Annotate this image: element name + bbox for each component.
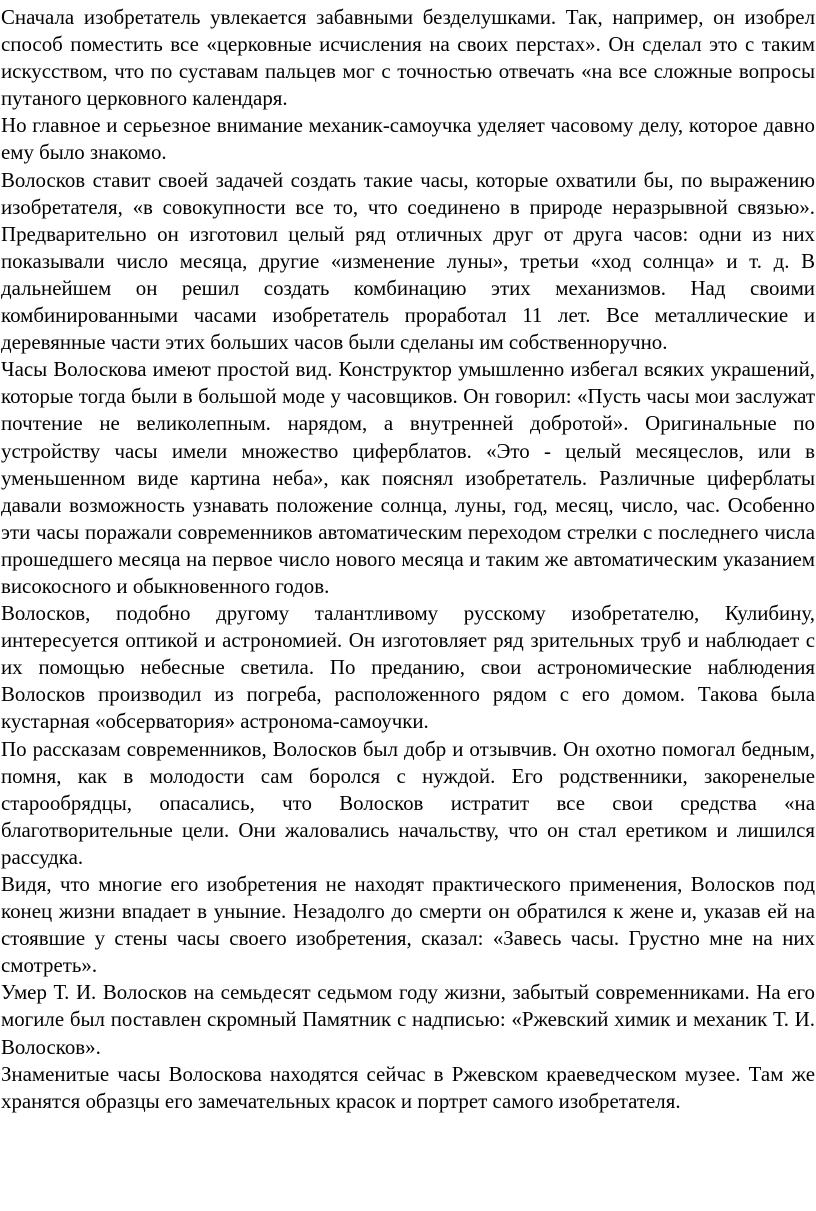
paragraph-astronomy: Волосков, подобно другому талантливому русскому изобретателю, Кулибину, интересуется оптикой и астрономией. Он изготовляет ряд зрительных труб и наблюдает с их помощью небесные светила. По преданию, свои астрономические наблюдения Волосков производил из погреба, расположенного рядом с его домом. Такова была кустарная «обсерватория» астронома-самоучки.	[1, 601, 815, 734]
paragraph-inventions-intro: Сначала изобретатель увлекается забавными безделушками. Так, например, он изобрел способ поместить все «церковные исчисления на своих перстах». Он сделал это с таким искусством, что по суставам пальцев мог с точностью отвечать «на все сложные вопросы путаного церковного календаря.	[1, 5, 815, 111]
paragraph-clockmaking: Но главное и серьезное внимание механик-самоучка уделяет часовому делу, которое давно ему было знакомо.	[1, 113, 815, 165]
paragraph-death: Умер Т. И. Волосков на семьдесят седьмом году жизни, забытый современниками. На его могиле был поставлен скромный Памятник с надписью: «Ржевский химик и механик Т. И. Волосков».	[1, 980, 815, 1059]
paragraph-combined-clock: Волосков ставит своей задачей создать такие часы, которые охватили бы, по выражению изобретателя, «в совокупности все то, что соединено в природе неразрывной связью». Предварительно он изготовил целый ряд отличных друг от друга часов: одни из них показывали число месяца, другие «изменение луны», третьи «ход солнца» и т. д. В дальнейшем он решил создать комбинацию этих механизмов. Над своими комбинированными часами изобретатель проработал 11 лет. Все металлические и деревянные части этих больших часов были сделаны им собственноручно.	[1, 167, 815, 355]
paragraph-character: По рассказам современников, Волосков был добр и отзывчив. Он охотно помогал бедным, помня, как в молодости сам боролся с нуждой. Его родственники, закоренелые старообрядцы, опасались, что Волосков истратит все свои средства «на благотворительные цели. Они жаловались начальству, что он стал еретиком и лишился рассудка.	[1, 736, 815, 869]
paragraph-clock-description: Часы Волоскова имеют простой вид. Конструктор умышленно избегал всяких украшений, которые тогда были в большой моде у часовщиков. Он говорил: «Пусть часы мои заслужат почтение не великолепным. нарядом, а внутренней добротой». Оригинальные по устройству часы имели множество циферблатов. «Это - целый месяцеслов, или в уменьшенном виде картина неба», как пояснял изобретатель. Различные циферблаты давали возможность узнавать положение солнца, луны, год, месяц, число, час. Особенно эти часы поражали современников автоматическим переходом стрелки с последнего числа прошедшего месяца на первое число нового месяца и таким же автоматическим указанием високосного и обыкновенного годов.	[1, 357, 815, 598]
paragraph-museum: Знаменитые часы Волоскова находятся сейчас в Ржевском краеведческом музее. Там же хранятся образцы его замечательных красок и портрет самого изобретателя.	[1, 1061, 815, 1113]
paragraph-late-life: Видя, что многие его изобретения не находят практического применения, Волосков под конец жизни впадает в уныние. Незадолго до смерти он обратился к жене и, указав ей на стоявшие у стены часы своего изобретения, сказал: «Завесь часы. Грустно мне на них смотреть».	[1, 872, 815, 978]
